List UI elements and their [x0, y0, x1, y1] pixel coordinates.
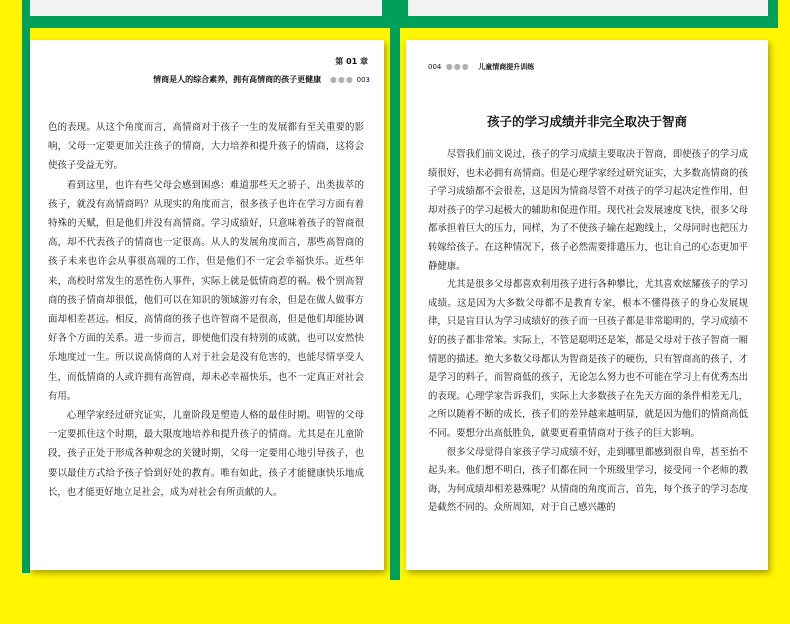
paragraph: 看到这里，也许有些父母会感到困惑：难道那些天之骄子、出类拔萃的孩子，就没有高情商吗？从现实的角度而言，很多孩子也许在学习方面有着特殊的天赋，但是他们并没有高情商。学习成绩好，只意味着孩子的智商很高，却不代表孩子的情商也一定很高。从人的发展角度而言，那些高智商的孩子未来也许会从事很高端的工作，但是他们不一定会幸福快乐。近些年来，高校时常发生的恶性伤人事件，实际上就是低情商惹的祸。极个别高智商的孩子情商却很低，他们可以在知识的领域游刃有余，但是在做人做事方面却相差甚远。相反，高情商的孩子也许智商不是很高，但是他们却能协调好各个方面的关系。进一步而言，即使他们没有特别的成就，也可以安然快乐地度过一生。所以说高情商的人对于社会是没有危害的，也能尽情享受人生，而低情商的人或许拥有高智商，却未必幸福快乐，也不一定真正对社会有用。: [48, 179, 364, 402]
dots-icon: ●●●: [445, 62, 470, 71]
left-body-text: [48, 118, 364, 502]
running-header: [428, 62, 534, 72]
paragraph: 尽管我们前文说过，孩子的学习成绩主要取决于智商，即使孩子的学习成绩很好，也未必拥有高情商。但是心理学家经过研究证实，大多数高情商的孩子学习成绩都不会很差，这是因为情商尽管不对孩子的学习起决定性作用，但却对孩子的学习起极大的辅助和促进作用。现代社会发展速度飞快，很多父母都承担着巨大的压力，同样，为了不使孩子输在起跑线上，父母同时也把压力转嫁给孩子。在这种情况下，孩子必然需要排遣压力，也让自己的心态更加平静健康。: [428, 149, 748, 272]
center-green-divider: [390, 0, 400, 580]
top-right-card: [408, 0, 768, 16]
right-body-text: [428, 146, 748, 518]
right-page: [406, 40, 768, 570]
left-green-edge: [22, 28, 30, 573]
running-header-text: 情商是人的综合素养，拥有高情商的孩子更健康: [153, 75, 322, 84]
running-header: [153, 74, 370, 85]
page-number: 004: [428, 63, 442, 71]
paragraph: 尤其是很多父母都喜欢利用孩子进行各种攀比，尤其喜欢炫耀孩子的学习成绩。这是因为大多数父母都不是教育专家，根本不懂得孩子的身心发展规律，只是盲目认为学习成绩好的孩子而一旦孩子都是非常聪明的，学习成绩不好的孩子都非常笨。实际上，不管是聪明还是笨，都是父母对于孩子智商一厢情愿的描述。绝大多数父母都认为智商是孩子的硬伤，只有智商高的孩子，才是学习的料子，而智商低的孩子，无论怎么努力也不可能在学习上有优秀杰出的表现。心理学家告诉我们，实际上大多数孩子在先天方面的条件相差无几，之所以随着不断的成长，孩子们的差异越来越明显，就是因为他们的情商高低不同。要想分出高低胜负，就要更看重情商对于孩子的巨大影响。: [428, 279, 748, 439]
book-title: 儿童情商提升训练: [478, 63, 535, 71]
paragraph: 心理学家经过研究证实，儿童阶段是塑造人格的最佳时期。明智的父母一定要抓住这个时期，最大限度地培养和提升孩子的情商。尤其是在儿童阶段，孩子正处于形成各种观念的关键时期，父母一定要用心地引导孩子，也要以最佳方式给予孩子恰到好处的教育。唯有如此，孩子才能健康快乐地成长，也才能更好地立足社会，成为对社会有所贡献的人。: [48, 410, 364, 498]
page-number: 003: [356, 76, 370, 84]
chapter-label: 第 01 章: [335, 57, 368, 66]
left-page: [30, 40, 384, 570]
paragraph: 很多父母觉得自家孩子学习成绩不好，走到哪里都感到很自卑，甚至抬不起头来。他们想不明白，孩子们都在同一个班级里学习，接受同一个老师的教诲，为何成绩却相差悬殊呢？从情商的角度而言，首先，每个孩子的学习态度是截然不同的。众所周知，对于自己感兴趣的: [428, 446, 748, 514]
top-left-card: [30, 0, 382, 16]
dots-icon: ●●●: [329, 75, 354, 84]
paragraph: 色的表现。从这个角度而言，高情商对于孩子一生的发展都有至关重要的影响，父母一定要更加关注孩子的情商，大力培养和提升孩子的情商，这将会使孩子受益无穷。: [48, 122, 364, 172]
section-title: 孩子的学习成绩并非完全取决于智商: [486, 114, 687, 129]
